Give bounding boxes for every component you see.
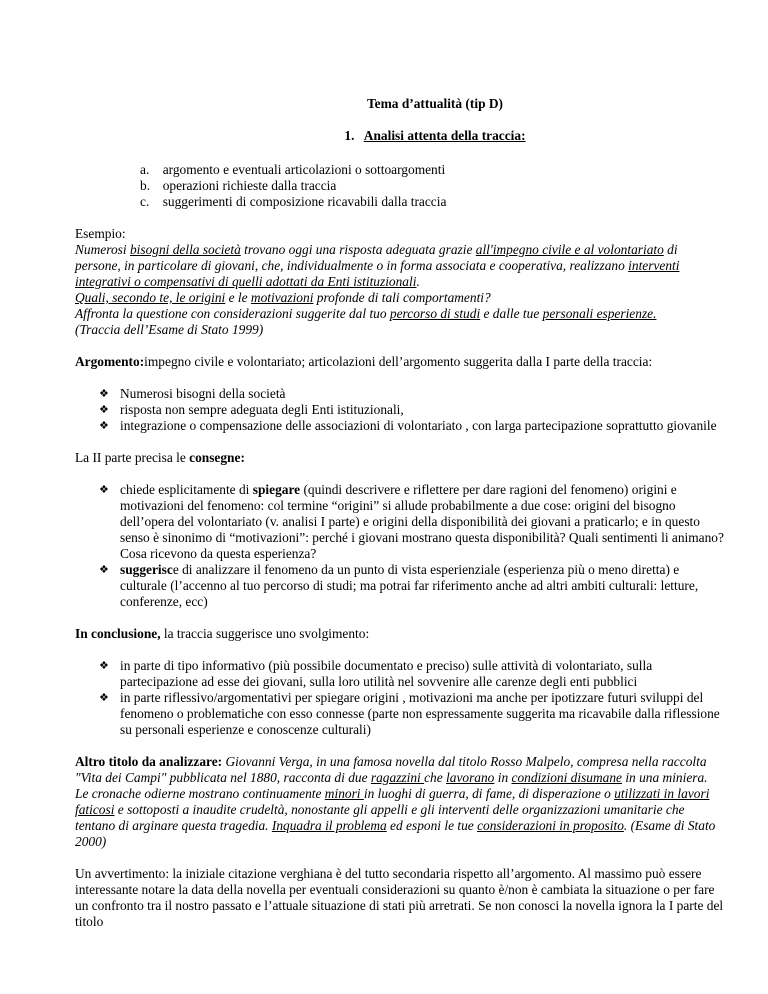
altro-block	[75, 754, 725, 850]
list-item: ❖ in parte riflessivo/argomentativi per spiegare origini , motivazioni ma anche per ipotizzare futuri sviluppi del fenomeno o problematiche con esso connesse (parte non espressamente suggerita ma ricavabile dalla riflessione su personali esperienze e conoscenze culturali)	[99, 690, 720, 737]
diamond-bullet-icon: ❖	[99, 692, 109, 704]
conclusione-paragraph: In conclusione, la traccia suggerisce uno svolgimento:	[75, 626, 370, 641]
list-item: b. operazioni richieste dalla traccia	[140, 178, 337, 193]
example-label: Esempio:	[75, 226, 126, 241]
section-heading	[145, 128, 725, 144]
example-source: (Traccia dell’Esame di Stato 1999)	[75, 322, 264, 337]
list-item: ❖ chiede esplicitamente di spiegare (quindi descrivere e riflettere per dare ragioni del fenomeno) origini e motivazioni del fenomeno: col termine “origini” si allude probabilmente a due cose: origini del bisogno dell’opera del volontariato (v. analisi I parte) e origini della disponibilità dei giovani a praticarlo; e in questo senso è sinonimo di “motivazioni”: perché i giovani mostrano questa disponibilità? Quali sentimenti li animano? Cosa ricevono da questa esperienza?	[99, 482, 724, 561]
example-block	[75, 226, 725, 338]
list-item: a. argomento e eventuali articolazioni o sottoargomenti	[140, 162, 446, 177]
document-title: Tema d’attualità (tip D)	[366, 96, 503, 111]
analysis-steps	[75, 162, 725, 210]
consegne-list	[75, 482, 725, 610]
diamond-bullet-icon: ❖	[99, 660, 109, 672]
example-prompt: Numerosi bisogni della società trovano oggi una risposta adeguata grazie all'impegno civile e al volontariato di persone, in particolare di giovani, che, individualmente o in forma associata e cooperativa, realizzano interventi integrativi o compensativi di quelli adottati da Enti istituzionali.	[75, 242, 680, 289]
conclusione-list	[75, 658, 725, 738]
document-body	[75, 96, 725, 930]
argomento-list	[75, 386, 725, 434]
list-item: ❖ risposta non sempre adeguata degli Enti istituzionali,	[99, 402, 404, 417]
list-item: ❖ Numerosi bisogni della società	[99, 386, 286, 401]
diamond-bullet-icon: ❖	[99, 404, 109, 416]
altro-title: Altro titolo da analizzare: Giovanni Verga, in una famosa novella dal titolo Rosso Malpelo, compresa nella raccolta "Vita dei Campi" pubblicata nel 1880, racconta di due ragazzini che lavorano in condizioni disumane in una miniera.	[75, 754, 708, 785]
diamond-bullet-icon: ❖	[99, 484, 109, 496]
list-item: ❖ suggerisce di analizzare il fenomeno da un punto di vista esperienziale (esperienza più o meno diretta) e culturale (l’accenno al tuo percorso di studi; ma potrai far riferimento anche ad altri ambiti culturali: letture, conferenze, ecc)	[99, 562, 699, 609]
list-item: ❖ in parte di tipo informativo (più possibile documentato e preciso) sulle attività di volontariato, sulla partecipazione ad esse dei giovani, sulla loro utilità nel sovvenire alle carenze degli enti pubblici	[99, 658, 653, 689]
altro-prompt: Le cronache odierne mostrano continuamente minori in luoghi di guerra, di fame, di disperazione o utilizzati in lavori faticosi e sottoposti a inaudite crudeltà, nonostante gli appelli e gli interventi delle organizzazioni umanitarie che tentano di arginare questa tragedia. Inquadra il problema ed esponi le tue considerazioni in proposito. (Esame di Stato 2000)	[75, 786, 716, 849]
diamond-bullet-icon: ❖	[99, 564, 109, 576]
diamond-bullet-icon: ❖	[99, 388, 109, 400]
example-question: Quali, secondo te, le origini e le motivazioni profonde di tali comportamenti?	[75, 290, 491, 305]
section-heading-text: Analisi attenta della traccia:	[363, 128, 526, 143]
argomento-paragraph: Argomento:impegno civile e volontariato; articolazioni dell’argomento suggerita dalla I parte della traccia:	[75, 354, 653, 369]
consegne-paragraph: La II parte precisa le consegne:	[75, 450, 245, 465]
list-item: ❖ integrazione o compensazione delle associazioni di volontariato , con larga partecipazione soprattutto giovanile	[99, 418, 717, 433]
list-item: c. suggerimenti di composizione ricavabili dalla traccia	[140, 194, 447, 209]
section-number: 1.	[344, 128, 355, 143]
avvertimento-paragraph: Un avvertimento: la iniziale citazione verghiana è del tutto secondaria rispetto all’argomento. Al massimo può essere interessante notare la data della novella per eventuali considerazioni su quanto è/non è cambiata la situazione o per fare un confronto tra il nostro passato e l’attuale situazione di stati più arretrati. Se non conosci la novella ignora la I parte del titolo	[75, 866, 724, 929]
example-instruction: Affronta la questione con considerazioni suggerite dal tuo percorso di studi e dalle tue personali esperienze.	[75, 306, 657, 321]
diamond-bullet-icon: ❖	[99, 420, 109, 432]
